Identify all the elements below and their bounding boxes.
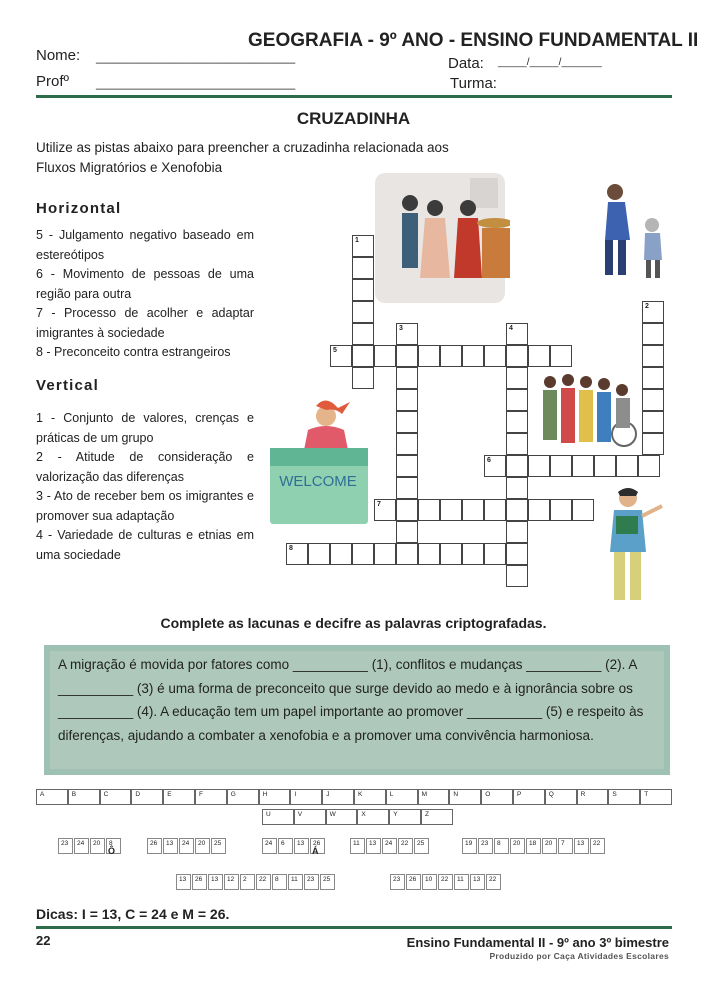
cipher-code-cell[interactable]: 13 [470,874,485,890]
cipher-code-cell[interactable]: 22 [486,874,501,890]
crossword-cell[interactable] [462,543,484,565]
fill-in-box [44,645,670,775]
crossword-cell[interactable] [396,499,418,521]
crossword-cell[interactable] [528,499,550,521]
crossword-cell[interactable] [642,367,664,389]
crossword-cell[interactable] [642,301,664,323]
cipher-code-cell[interactable]: 25 [211,838,226,854]
crossword-cell[interactable] [396,411,418,433]
cipher-words-row-2 [0,874,707,894]
crossword-cell[interactable] [506,565,528,587]
crossword-cell[interactable] [506,411,528,433]
crossword-cell[interactable] [642,411,664,433]
footer-divider [36,926,672,929]
crossword-cell[interactable] [550,345,572,367]
cipher-code-cell[interactable]: 13 [176,874,191,890]
fill-in-paragraph: A migração é movida por fatores como __________ (1), conflitos e mudanças __________ (2). A __________ (3) é uma forma de preconceito que surge devido ao medo e à ignorância sobre os __________ (4). A educação tem um papel importante ao promover __________ (5) e respeito às diferenças, ajudando a combater a xenofobia e a promover uma convivência harmoniosa. [50,651,664,769]
cipher-code-cell[interactable]: 11 [454,874,469,890]
teacher-label: Profº [36,73,69,90]
cipher-code-cell[interactable]: 24 [179,838,194,854]
cipher-key-cell[interactable]: F [195,789,227,805]
crossword-cell[interactable] [396,543,418,565]
cipher-key-cell[interactable]: P [513,789,545,805]
crossword-cell[interactable] [440,345,462,367]
crossword-cell[interactable] [352,367,374,389]
vertical-heading: Vertical [36,377,99,394]
page-number: 22 [36,933,51,948]
section-subtitle: Complete as lacunas e decifre as palavras criptografadas. [160,615,547,631]
cipher-code-cell[interactable]: 22 [590,838,605,854]
crossword-cell[interactable] [616,455,638,477]
name-field[interactable]: _____________________________ [96,50,296,64]
cipher-key-cell[interactable]: C [100,789,132,805]
cipher-code-cell[interactable]: 26 [406,874,421,890]
crossword-cell[interactable] [396,345,418,367]
crossword-cell[interactable] [506,345,528,367]
cipher-key-cell[interactable]: J [322,789,354,805]
clue-number-2: 2 [645,303,649,310]
cipher-code-cell[interactable]: 22 [438,874,453,890]
clue-number-3: 3 [399,325,403,332]
clue-number-4: 4 [509,325,513,332]
crossword-cell[interactable] [418,499,440,521]
clue-8: 8 - Preconceito contra estrangeiros [36,345,231,359]
teacher-field[interactable]: _____________________________ [96,76,296,90]
cipher-code-cell[interactable]: 13 [163,838,178,854]
crossword-cell[interactable] [374,345,396,367]
crossword-cell[interactable] [572,499,594,521]
crossword-cell[interactable] [396,477,418,499]
cipher-code-cell[interactable]: 26 [192,874,207,890]
crossword-cell[interactable] [506,323,528,345]
cipher-code-cell[interactable]: 8 [272,874,287,890]
cipher-code-cell[interactable]: 24 [262,838,277,854]
cipher-words-row-1 [0,838,707,868]
cipher-code-cell[interactable]: 11 [350,838,365,854]
crossword-cell[interactable] [396,455,418,477]
cipher-code-cell[interactable]: 13 [294,838,309,854]
clue-number-5: 5 [333,347,337,354]
class-label: Turma: [450,75,497,92]
crossword-cell[interactable] [418,543,440,565]
crossword-cell[interactable] [374,499,396,521]
cipher-key-cell[interactable]: S [608,789,640,805]
footer-credit: Produzido por Caça Atividades Escolares [489,951,669,961]
cipher-code-cell[interactable]: 11 [288,874,303,890]
clue-2: 2 - Atitude de consideração e valorização das diferenças [36,450,254,484]
cipher-code-cell[interactable]: 8 [494,838,509,854]
crossword-cell[interactable] [642,323,664,345]
cipher-code-cell[interactable]: 23 [390,874,405,890]
cipher-code-cell[interactable]: 2 [240,874,255,890]
cipher-code-cell[interactable]: 20 [510,838,525,854]
cipher-code-cell[interactable]: 22 [398,838,413,854]
clue-6: 6 - Movimento de pessoas de uma região para outra [36,267,254,301]
cipher-code-cell[interactable]: 26 [147,838,162,854]
cipher-code-cell[interactable]: 13 [208,874,223,890]
cipher-key-cell[interactable]: V [294,809,326,825]
cipher-code-cell[interactable]: 8 [106,838,121,854]
clue-number-1: 1 [355,237,359,244]
clue-3: 3 - Ato de receber bem os imigrantes e promover sua adaptação [36,489,254,523]
cipher-code-cell[interactable]: 23 [478,838,493,854]
crossword-cell[interactable] [642,433,664,455]
cipher-code-cell[interactable]: 25 [414,838,429,854]
cipher-key-cell[interactable]: D [131,789,163,805]
cipher-key-cell[interactable]: M [418,789,450,805]
crossword-cell[interactable] [506,389,528,411]
cipher-key-cell[interactable]: T [640,789,672,805]
cipher-code-cell[interactable]: 18 [526,838,541,854]
cipher-code-cell[interactable]: 7 [558,838,573,854]
crossword-cell[interactable] [484,345,506,367]
clue-number-7: 7 [377,501,381,508]
cipher-key-cell[interactable]: L [386,789,418,805]
crossword-cell[interactable] [506,455,528,477]
cipher-code-cell[interactable]: 13 [366,838,381,854]
accent-mark: Á [312,846,319,856]
accent-mark: Ô [108,846,116,856]
clue-7: 7 - Processo de acolher e adaptar imigrantes à sociedade [36,306,254,340]
date-field[interactable]: _____/_____/_______ [498,57,602,68]
crossword-cell[interactable] [506,543,528,565]
crossword-cell[interactable] [484,455,506,477]
cipher-code-cell[interactable]: 22 [256,874,271,890]
cipher-key-cell[interactable]: Y [389,809,421,825]
cipher-code-cell[interactable]: 6 [278,838,293,854]
cipher-key-cell[interactable]: E [163,789,195,805]
crossword-cell[interactable] [506,499,528,521]
welcome-sign-text: WELCOME [279,473,357,490]
crossword-cell[interactable] [572,455,594,477]
date-label: Data: [448,55,484,72]
crossword-cell[interactable] [308,543,330,565]
cipher-code-cell[interactable]: 20 [90,838,105,854]
cipher-code-cell[interactable]: 13 [574,838,589,854]
crossword-cell[interactable] [594,455,616,477]
cipher-code-cell[interactable]: 20 [542,838,557,854]
clue-number-8: 8 [289,545,293,552]
cipher-code-cell[interactable]: 23 [304,874,319,890]
cipher-key-cell[interactable]: Z [421,809,453,825]
crossword-cell[interactable] [352,301,374,323]
crossword-cell[interactable] [462,499,484,521]
cipher-key-cell[interactable]: W [326,809,358,825]
page-title: CRUZADINHA [296,109,411,128]
cipher-key-cell[interactable]: B [68,789,100,805]
cipher-code-cell[interactable]: 10 [422,874,437,890]
worksheet-title: GEOGRAFIA - 9º ANO - ENSINO FUNDAMENTAL II [248,30,699,51]
cipher-code-cell[interactable]: 26 [310,838,325,854]
crossword-cell[interactable] [484,499,506,521]
footer-course: Ensino Fundamental II - 9º ano 3º bimestre [406,935,669,950]
crossword-cell[interactable] [352,345,374,367]
crossword-cell[interactable] [330,345,352,367]
cipher-key-cell[interactable]: H [259,789,291,805]
name-label: Nome: [36,47,81,64]
crossword-cell[interactable] [352,543,374,565]
crossword-cell[interactable] [638,455,660,477]
cipher-code-cell[interactable]: 24 [382,838,397,854]
cipher-key-cell[interactable]: N [449,789,481,805]
crossword-cell[interactable] [506,521,528,543]
cipher-key-cell[interactable]: U [262,809,294,825]
crossword-cell[interactable] [396,389,418,411]
instructions: Utilize as pistas abaixo para preencher a cruzadinha relacionada aos Fluxos Migratórios e Xenofobia [36,140,449,175]
horizontal-heading: Horizontal [36,200,122,217]
crossword-cell[interactable] [374,543,396,565]
crossword-cell[interactable] [550,455,572,477]
crossword-cell[interactable] [462,345,484,367]
crossword-cell[interactable] [396,521,418,543]
crossword-cell[interactable] [528,345,550,367]
cipher-key-cell[interactable]: R [577,789,609,805]
crossword-cell[interactable] [440,499,462,521]
crossword-cell[interactable] [352,279,374,301]
clue-number-6: 6 [487,457,491,464]
crossword-cell[interactable] [642,345,664,367]
cipher-code-cell[interactable]: 20 [195,838,210,854]
crossword-cell[interactable] [528,455,550,477]
cipher-code-cell[interactable]: 12 [224,874,239,890]
crossword-cell[interactable] [352,235,374,257]
crossword-cell[interactable] [330,543,352,565]
crossword-cell[interactable] [642,389,664,411]
crossword-cell[interactable] [396,433,418,455]
cipher-key-cell[interactable]: O [481,789,513,805]
cipher-code-cell[interactable]: 19 [462,838,477,854]
cipher-code-cell[interactable]: 24 [74,838,89,854]
crossword-cell[interactable] [352,257,374,279]
crossword-cell[interactable] [396,323,418,345]
cipher-code-cell[interactable]: 25 [320,874,335,890]
cipher-key-cell[interactable]: G [227,789,259,805]
crossword-cell[interactable] [352,323,374,345]
crossword-cell[interactable] [418,345,440,367]
crossword-cell[interactable] [506,477,528,499]
clue-4: 4 - Variedade de culturas e etnias em uma sociedade [36,528,254,562]
clue-1: 1 - Conjunto de valores, crenças e práticas de um grupo [36,411,254,445]
crossword-cell[interactable] [550,499,572,521]
crossword-cell[interactable] [506,367,528,389]
cipher-key-cell[interactable]: Q [545,789,577,805]
crossword-cell[interactable] [396,367,418,389]
crossword-cell[interactable] [506,433,528,455]
crossword-cell[interactable] [286,543,308,565]
cipher-key-cell[interactable]: A [36,789,68,805]
cipher-key-cell[interactable]: X [357,809,389,825]
crossword-cell[interactable] [484,543,506,565]
clue-5: 5 - Julgamento negativo baseado em estereótipos [36,228,254,262]
crossword-cell[interactable] [440,543,462,565]
cipher-key-cell[interactable]: K [354,789,386,805]
hints: Dicas: I = 13, C = 24 e M = 26. [36,906,230,922]
cipher-key-cell[interactable]: I [290,789,322,805]
cipher-code-cell[interactable]: 23 [58,838,73,854]
